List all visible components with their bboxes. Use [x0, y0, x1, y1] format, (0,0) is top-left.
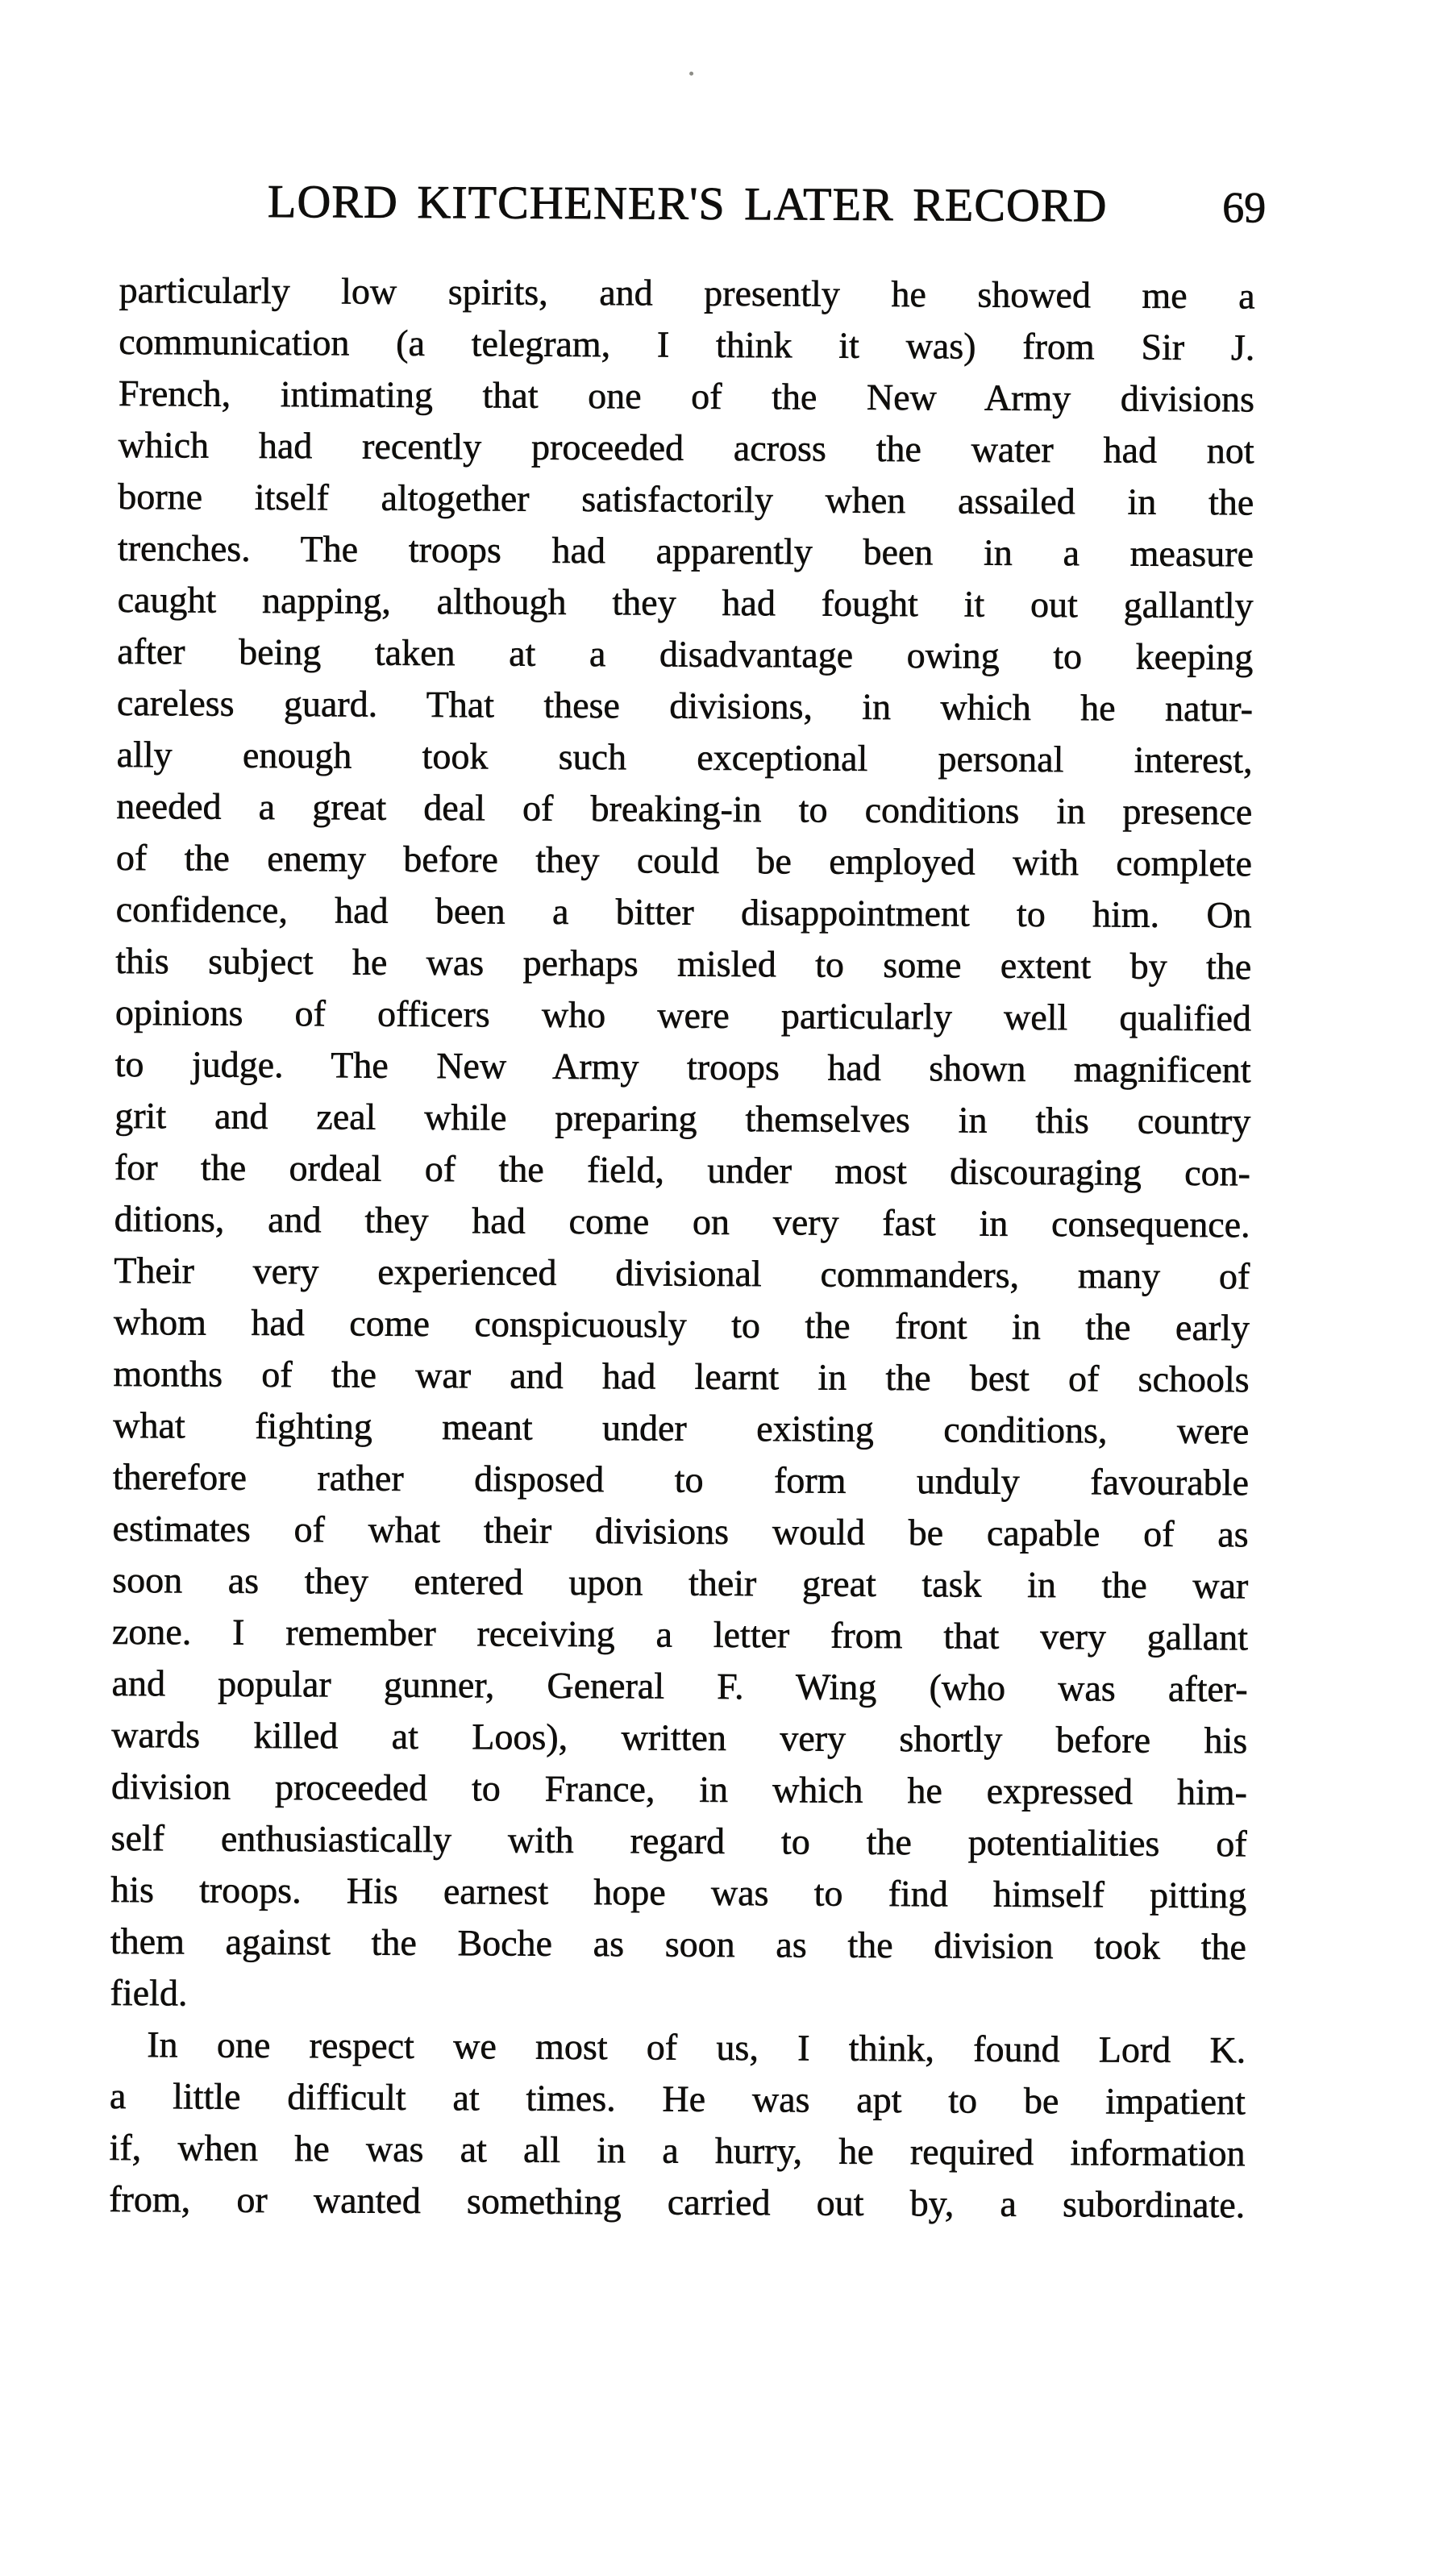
page-number: 69 [1222, 183, 1267, 232]
text-line: and popular gunner, General F. Wing (who was after- [111, 1662, 1248, 1710]
text-line: after being taken at a disadvantage owing to keeping [117, 630, 1254, 678]
text-line: trenches. The troops had apparently been in a measure [117, 527, 1254, 575]
text-line: grit and zeal while preparing themselves in this country [114, 1095, 1251, 1142]
text-line: ditions, and they had come on very fast in consequence. [114, 1198, 1250, 1246]
body-text-block [109, 264, 1255, 2231]
text-line: a little difficult at times. He was apt to be impatient [109, 2075, 1246, 2123]
text-line: his troops. His earnest hope was to find himself pitting [110, 1869, 1247, 1916]
text-line: what fighting meant under existing conditions, were [113, 1404, 1250, 1452]
text-line: self enthusiastically with regard to the potentialities of [110, 1817, 1247, 1865]
running-head-title: LORD KITCHENER'S LATER RECORD [267, 175, 1108, 232]
text-line: particularly low spirits, and presently he showed me a [119, 269, 1255, 317]
text-line: for the ordeal of the field, under most discouraging con- [114, 1146, 1251, 1194]
text-line: this subject he was perhaps misled to some extent by the [115, 940, 1252, 988]
text-line: soon as they entered upon their great task in the war [112, 1559, 1249, 1607]
text-line: if, when he was at all in a hurry, he required information [109, 2127, 1246, 2174]
text-line: French, intimating that one of the New Army divisions [118, 372, 1255, 420]
text-line: confidence, had been a bitter disappointment to him. On [115, 888, 1252, 936]
text-line: estimates of what their divisions would be capable of as [112, 1508, 1249, 1555]
text-line: caught napping, although they had fought it out gallantly [117, 579, 1254, 626]
text-line: therefore rather disposed to form unduly favourable [112, 1456, 1250, 1504]
scan-speck [689, 72, 693, 76]
text-line: borne itself altogether satisfactorily when assailed in the [118, 476, 1254, 523]
text-line: ally enough took such exceptional personal interest, [116, 734, 1253, 781]
text-line: division proceeded to France, in which he expressed him- [110, 1766, 1248, 1813]
text-line: months of the war and had learnt in the best of schools [113, 1353, 1250, 1400]
text-line: from, or wanted something carried out by, a subordinate. [109, 2178, 1246, 2226]
text-line: to judge. The New Army troops had shown magnificent [114, 1043, 1251, 1091]
text-line: communication (a telegram, I think it was) from Sir J. [119, 321, 1255, 368]
text-line: field. [110, 1972, 188, 2014]
text-line: zone. I remember receiving a letter from that very gallant [111, 1611, 1249, 1658]
text-line: of the enemy before they could be employed with complete [115, 837, 1253, 884]
text-line: them against the Boche as soon as the division took the [110, 1920, 1247, 1968]
text-line: careless guard. That these divisions, in which he natur- [116, 682, 1254, 730]
text-line: which had recently proceeded across the water had not [118, 424, 1254, 472]
text-line: wards killed at Loos), written very shortly before his [111, 1714, 1248, 1762]
text-line: whom had come conspicuously to the front in the early [113, 1301, 1250, 1349]
text-line: Their very experienced divisional commanders, many of [114, 1250, 1250, 1297]
page-header [119, 175, 1267, 239]
text-line: opinions of officers who were particularly well qualified [114, 992, 1252, 1039]
text-line: needed a great deal of breaking-in to conditions in presence [116, 785, 1253, 833]
text-line: In one respect we most of us, I think, found Lord K. [147, 2024, 1246, 2071]
